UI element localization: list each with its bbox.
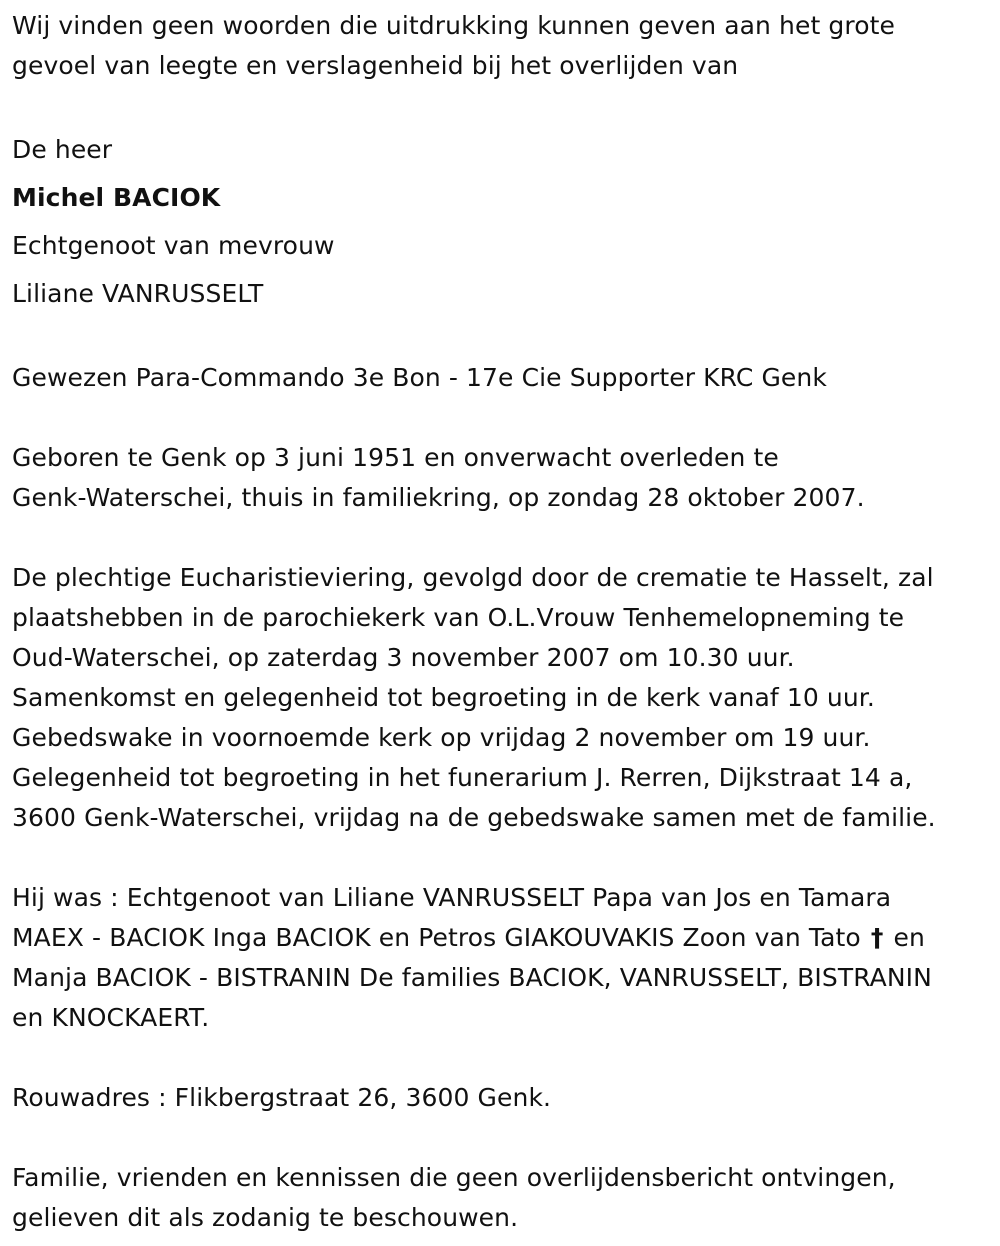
ceremony-paragraph xyxy=(12,558,992,838)
birth-death-line-1: Geboren te Genk op 3 juni 1951 en onverwacht overleden te xyxy=(12,443,779,472)
family-line-2-end: en xyxy=(893,923,925,952)
birth-death-line-2: Genk-Waterschei, thuis in familiekring, op zondag 28 oktober 2007. xyxy=(12,483,865,512)
intro-paragraph xyxy=(12,6,992,86)
ceremony-line-5: Gebedswake in voornoemde kerk op vrijdag 2 november om 19 uur. xyxy=(12,723,871,752)
spouse-label: Echtgenoot van mevrouw xyxy=(12,231,335,260)
ceremony-line-7: 3600 Genk-Waterschei, vrijdag na de gebedswake samen met de familie. xyxy=(12,803,936,832)
intro-line-1: Wij vinden geen woorden die uitdrukking kunnen geven aan het grote xyxy=(12,11,895,40)
spacer xyxy=(12,1118,992,1158)
spacer xyxy=(12,86,992,126)
ceremony-line-1: De plechtige Eucharistieviering, gevolgd door de crematie te Hasselt, zal xyxy=(12,563,934,592)
spacer xyxy=(12,1038,992,1078)
family-line-2 xyxy=(12,918,992,958)
closing-paragraph xyxy=(12,1158,992,1238)
address-line: Rouwadres : Flikbergstraat 26, 3600 Genk. xyxy=(12,1083,552,1112)
family-line-2-text: MAEX - BACIOK Inga BACIOK en Petros GIAKOUVAKIS Zoon van Tato xyxy=(12,923,861,952)
spacer xyxy=(12,398,992,438)
spacer xyxy=(12,518,992,558)
family-paragraph xyxy=(12,878,992,1038)
deceased-name: Michel BACIOK xyxy=(12,183,221,212)
ceremony-line-2: plaatshebben in de parochiekerk van O.L.Vrouw Tenhemelopneming te xyxy=(12,603,905,632)
family-line-3: Manja BACIOK - BISTRANIN De families BACIOK, VANRUSSELT, BISTRANIN xyxy=(12,963,932,992)
obituary-document xyxy=(12,6,992,1238)
salutation: De heer xyxy=(12,135,113,164)
ceremony-line-3: Oud-Waterschei, op zaterdag 3 november 2007 om 10.30 uur. xyxy=(12,643,795,672)
ceremony-line-6: Gelegenheid tot begroeting in het funerarium J. Rerren, Dijkstraat 14 a, xyxy=(12,763,913,792)
family-line-1: Hij was : Echtgenoot van Liliane VANRUSSELT Papa van Jos en Tamara xyxy=(12,883,892,912)
spouse-name: Liliane VANRUSSELT xyxy=(12,279,264,308)
closing-line-1: Familie, vrienden en kennissen die geen overlijdensbericht ontvingen, xyxy=(12,1163,896,1192)
deceased-block xyxy=(12,126,992,318)
spacer xyxy=(12,838,992,878)
family-line-4: en KNOCKAERT. xyxy=(12,1003,210,1032)
cross-icon: † xyxy=(870,923,884,952)
intro-line-2: gevoel van leegte en verslagenheid bij het overlijden van xyxy=(12,51,739,80)
ceremony-line-4: Samenkomst en gelegenheid tot begroeting in de kerk vanaf 10 uur. xyxy=(12,683,875,712)
birth-death-paragraph xyxy=(12,438,992,518)
career-line: Gewezen Para-Commando 3e Bon - 17e Cie Supporter KRC Genk xyxy=(12,363,827,392)
closing-line-2: gelieven dit als zodanig te beschouwen. xyxy=(12,1203,519,1232)
spacer xyxy=(12,318,992,358)
